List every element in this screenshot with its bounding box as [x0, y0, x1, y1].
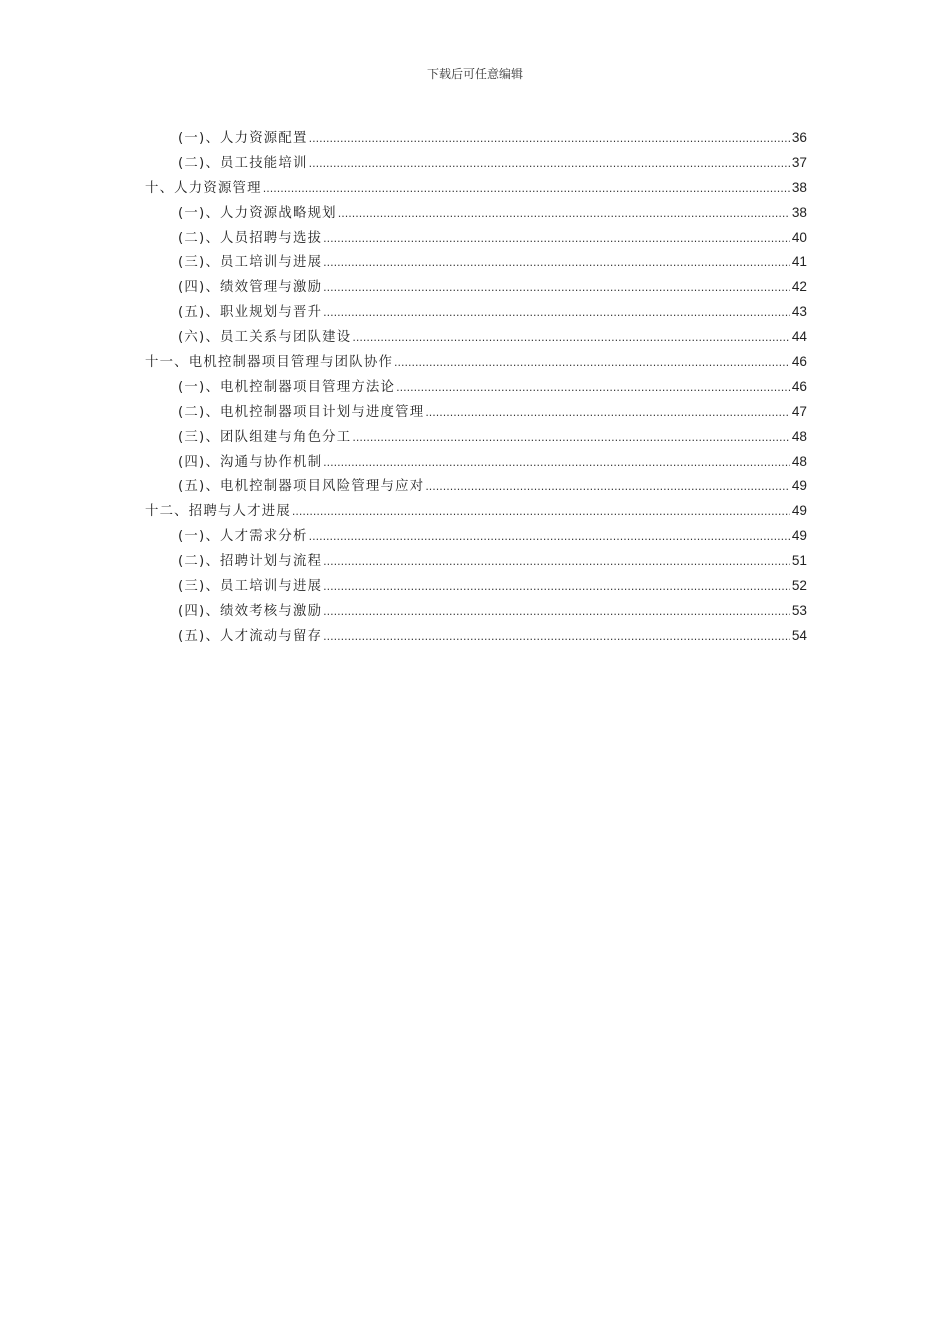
toc-entry-title: (一)、人才需求分析 [178, 529, 308, 545]
toc-section-entry[interactable] [145, 226, 807, 251]
toc-dot-leader [309, 525, 790, 550]
toc-page-number: 42 [791, 279, 807, 295]
toc-entry-title: (四)、绩效管理与激励 [178, 280, 323, 296]
page-header: 下载后可任意编辑 [426, 67, 523, 81]
toc-entry-title: (四)、绩效考核与激励 [178, 603, 323, 619]
toc-section-entry[interactable] [145, 450, 807, 475]
toc-page-number: 52 [791, 578, 807, 594]
toc-chapter-entry[interactable] [145, 499, 807, 524]
toc-dot-leader [309, 127, 790, 152]
toc-section-entry[interactable] [145, 474, 807, 499]
toc-section-entry[interactable] [145, 325, 807, 350]
toc-dot-leader [309, 152, 790, 177]
toc-page-number: 49 [791, 503, 807, 519]
toc-section-entry[interactable] [145, 400, 807, 425]
toc-section-entry[interactable] [145, 201, 807, 226]
toc-section-entry[interactable] [145, 524, 807, 549]
toc-entry-title: (五)、电机控制器项目风险管理与应对 [178, 479, 425, 495]
toc-section-entry[interactable] [145, 599, 807, 624]
toc-entry-title: (二)、招聘计划与流程 [178, 554, 323, 570]
toc-dot-leader [352, 426, 790, 451]
toc-page-number: 53 [791, 602, 807, 618]
toc-entry-title: (五)、职业规划与晋升 [178, 305, 323, 321]
toc-page-number: 48 [791, 428, 807, 444]
toc-section-entry[interactable] [145, 624, 807, 649]
toc-entry-title: 十二、招聘与人才进展 [145, 504, 291, 520]
toc-page-number: 49 [791, 528, 807, 544]
toc-section-entry[interactable] [145, 300, 807, 325]
toc-dot-leader [425, 401, 790, 426]
toc-page-number: 41 [791, 254, 807, 270]
toc-dot-leader [323, 227, 790, 252]
toc-dot-leader [323, 276, 790, 301]
toc-entry-title: (二)、员工技能培训 [178, 155, 308, 171]
toc-section-entry[interactable] [145, 275, 807, 300]
toc-entry-title: (五)、人才流动与留存 [178, 628, 323, 644]
toc-page-number: 43 [791, 304, 807, 320]
toc-page-number: 47 [791, 403, 807, 419]
toc-dot-leader [394, 351, 790, 376]
toc-dot-leader [323, 600, 790, 625]
toc-entry-title: (六)、员工关系与团队建设 [178, 330, 352, 346]
toc-chapter-entry[interactable] [145, 350, 807, 375]
table-of-contents [145, 126, 807, 649]
toc-entry-title: (二)、人员招聘与选拔 [178, 230, 323, 246]
toc-page-number: 44 [791, 329, 807, 345]
toc-page-number: 46 [791, 354, 807, 370]
toc-entry-title: (二)、电机控制器项目计划与进度管理 [178, 404, 425, 420]
toc-page-number: 48 [791, 453, 807, 469]
toc-entry-title: (一)、人力资源战略规划 [178, 205, 337, 221]
toc-section-entry[interactable] [145, 375, 807, 400]
toc-page-number: 49 [791, 478, 807, 494]
toc-page-number: 38 [791, 179, 807, 195]
toc-dot-leader [396, 376, 790, 401]
toc-dot-leader [323, 301, 790, 326]
toc-page-number: 40 [791, 229, 807, 245]
toc-page-number: 46 [791, 378, 807, 394]
toc-entry-title: (三)、员工培训与进展 [178, 255, 323, 271]
toc-page-number: 37 [791, 154, 807, 170]
toc-dot-leader [323, 575, 790, 600]
toc-section-entry[interactable] [145, 250, 807, 275]
toc-section-entry[interactable] [145, 151, 807, 176]
toc-page-number: 54 [791, 627, 807, 643]
toc-dot-leader [323, 451, 790, 476]
toc-dot-leader [338, 202, 790, 227]
toc-dot-leader [263, 177, 790, 202]
toc-section-entry[interactable] [145, 425, 807, 450]
toc-dot-leader [323, 251, 790, 276]
toc-section-entry[interactable] [145, 574, 807, 599]
toc-page-number: 38 [791, 204, 807, 220]
toc-section-entry[interactable] [145, 126, 807, 151]
toc-dot-leader [425, 475, 790, 500]
toc-chapter-entry[interactable] [145, 176, 807, 201]
toc-entry-title: (一)、电机控制器项目管理方法论 [178, 379, 396, 395]
toc-entry-title: 十、人力资源管理 [145, 180, 262, 196]
toc-section-entry[interactable] [145, 549, 807, 574]
toc-dot-leader [323, 625, 790, 650]
toc-dot-leader [352, 326, 790, 351]
toc-page-number: 51 [791, 553, 807, 569]
toc-entry-title: (四)、沟通与协作机制 [178, 454, 323, 470]
toc-dot-leader [292, 500, 790, 525]
toc-entry-title: (一)、人力资源配置 [178, 131, 308, 146]
toc-entry-title: 十一、电机控制器项目管理与团队协作 [145, 355, 394, 371]
toc-dot-leader [323, 550, 790, 575]
toc-entry-title: (三)、员工培训与进展 [178, 579, 323, 595]
toc-entry-title: (三)、团队组建与角色分工 [178, 429, 352, 445]
toc-page-number: 36 [791, 130, 807, 145]
